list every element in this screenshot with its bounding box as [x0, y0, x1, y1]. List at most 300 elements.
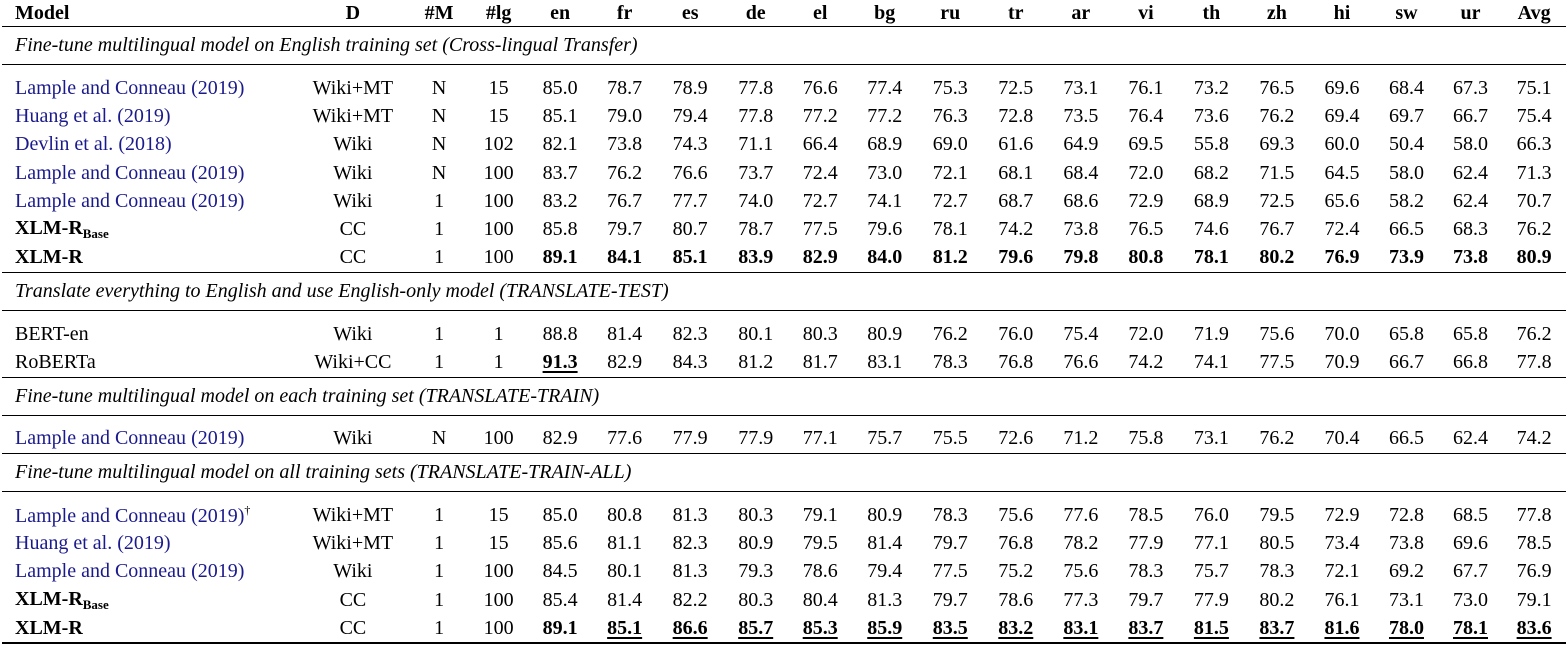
score-cell: [918, 187, 984, 215]
model-name-cell: [2, 425, 296, 454]
score-cell: [1439, 159, 1503, 187]
score-value: 75.8: [1128, 427, 1164, 450]
score-cell: [592, 614, 658, 643]
model-name-cell: [2, 215, 296, 243]
score-value: 70.7: [1516, 189, 1552, 212]
score-cell: [657, 159, 723, 187]
citation-paren-open: (: [186, 189, 198, 212]
score-cell: [852, 131, 918, 159]
score-value: 76.3: [932, 104, 968, 127]
score-cell: [852, 244, 918, 273]
score-cell: [852, 529, 918, 557]
score-cell: [983, 501, 1049, 529]
score-cell: [1374, 131, 1439, 159]
score-cell: [657, 558, 723, 586]
score-cell: [918, 558, 984, 586]
score-cell: [1244, 348, 1310, 377]
model-name-subscript: Base: [82, 226, 109, 242]
citation-paren-close: ): [237, 189, 245, 212]
score-cell: [1049, 187, 1114, 215]
score-cell: [983, 348, 1049, 377]
score-value: 77.9: [1128, 531, 1164, 554]
score-cell: [1310, 74, 1375, 102]
score-value: 79.7: [932, 531, 968, 554]
score-cell: [1439, 348, 1503, 377]
score-value: 66.3: [1516, 133, 1552, 156]
score-cell: [592, 320, 658, 348]
score-value: 75.2: [998, 560, 1034, 583]
score-value: 68.6: [1063, 189, 1099, 212]
score-value: 82.3: [672, 322, 708, 345]
score-value: 72.4: [802, 161, 838, 184]
score-cell: [1179, 529, 1245, 557]
score-cell: [852, 320, 918, 348]
score-cell: [1113, 614, 1179, 643]
score-value: 66.5: [1388, 427, 1424, 450]
score-value: 75.5: [932, 427, 968, 450]
score-value: 71.5: [1259, 161, 1295, 184]
data-cell-lg: 1: [469, 348, 528, 377]
column-header: el: [788, 0, 852, 27]
score-cell: [1374, 586, 1439, 614]
score-cell: [1179, 74, 1245, 102]
score-cell: [592, 348, 658, 377]
score-cell: [1502, 131, 1566, 159]
data-cell-d: Wiki+CC: [296, 348, 409, 377]
score-cell: [918, 501, 984, 529]
score-value: 77.2: [867, 104, 903, 127]
score-cell: [1502, 102, 1566, 130]
score-cell: [723, 320, 789, 348]
score-cell: [1113, 244, 1179, 273]
score-cell: [1244, 614, 1310, 643]
score-value: 73.9: [1388, 246, 1424, 269]
data-cell-m: N: [431, 161, 447, 184]
score-cell: [1179, 215, 1245, 243]
score-value: 72.7: [802, 189, 838, 212]
score-cell: [918, 159, 984, 187]
score-cell: [788, 558, 852, 586]
score-cell: [1310, 159, 1375, 187]
score-cell: [723, 614, 789, 643]
score-value: 76.9: [1516, 560, 1552, 583]
score-cell: [1244, 425, 1310, 454]
score-cell: [983, 425, 1049, 454]
score-value: 72.6: [998, 427, 1034, 450]
score-cell: [1502, 529, 1566, 557]
score-value: 77.8: [1516, 503, 1552, 526]
score-value: 68.3: [1453, 218, 1488, 241]
score-value: 77.7: [672, 189, 708, 212]
score-value: 80.3: [802, 322, 838, 345]
table-row: [2, 320, 1566, 348]
score-value: 80.9: [867, 322, 903, 345]
score-value: 69.7: [1388, 104, 1424, 127]
table-row: [2, 131, 1566, 159]
score-value: 68.1: [998, 161, 1034, 184]
score-value: 77.5: [932, 560, 968, 583]
score-value: 55.8: [1193, 133, 1229, 156]
data-cell-d: CC: [296, 244, 409, 273]
score-value: 68.9: [867, 133, 903, 156]
score-value: 91.3: [542, 351, 578, 374]
score-value: 71.3: [1516, 161, 1552, 184]
table-row: [2, 614, 1566, 643]
data-cell-lg: 102: [483, 133, 514, 156]
citation-paren-close: ): [163, 531, 171, 554]
score-cell: [1113, 558, 1179, 586]
score-cell: [1113, 215, 1179, 243]
model-name-cell: [2, 74, 296, 102]
score-value: 89.1: [542, 246, 578, 269]
score-value: 76.5: [1259, 76, 1295, 99]
score-cell: [528, 558, 592, 586]
score-value: 79.4: [867, 560, 903, 583]
score-cell: [723, 74, 789, 102]
score-value: 80.9: [867, 503, 903, 526]
citation-paren-open: (: [186, 161, 198, 184]
score-cell: [788, 187, 852, 215]
model-name-cell: [2, 320, 296, 348]
spacer-cell: [2, 415, 1566, 425]
score-cell: [852, 348, 918, 377]
score-value: 83.2: [542, 189, 578, 212]
score-value: 75.6: [1259, 322, 1295, 345]
score-value: 72.1: [932, 161, 968, 184]
citation-year: 2019: [123, 104, 164, 127]
citation-paren-close: ): [237, 427, 245, 450]
score-value: 68.9: [1193, 189, 1229, 212]
score-value: 81.6: [1324, 616, 1360, 639]
score-cell: [528, 215, 592, 243]
model-name-cell: [2, 131, 296, 159]
score-value: 81.1: [607, 531, 643, 554]
score-value: 80.1: [607, 560, 643, 583]
score-value: 75.6: [998, 503, 1034, 526]
score-value: 68.7: [998, 189, 1034, 212]
score-cell: [918, 425, 984, 454]
citation-paren-open: (: [113, 133, 125, 156]
score-cell: [723, 102, 789, 130]
score-cell: [918, 102, 984, 130]
citation-year: 2019: [197, 161, 238, 184]
score-cell: [918, 614, 984, 643]
score-cell: [723, 348, 789, 377]
score-cell: [1244, 529, 1310, 557]
score-value: 66.7: [1453, 104, 1488, 127]
score-cell: [1244, 501, 1310, 529]
citation-year: 2019: [123, 531, 164, 554]
score-value: 82.3: [672, 531, 708, 554]
score-value: 79.7: [1128, 588, 1164, 611]
spacer-cell: [2, 65, 1566, 75]
data-cell-m: 1: [434, 218, 445, 241]
score-value: 72.9: [1324, 503, 1360, 526]
citation-year: 2019: [197, 560, 238, 583]
score-cell: [1049, 425, 1114, 454]
score-cell: [1244, 102, 1310, 130]
score-value: 74.2: [1128, 351, 1164, 374]
score-cell: [528, 159, 592, 187]
score-cell: [723, 529, 789, 557]
score-cell: [1502, 501, 1566, 529]
score-value: 79.5: [802, 531, 838, 554]
model-name-cell: [2, 558, 296, 586]
score-cell: [1439, 320, 1503, 348]
score-value: 58.0: [1453, 133, 1488, 156]
column-header: vi: [1113, 0, 1179, 27]
score-cell: [1374, 187, 1439, 215]
score-value: 67.3: [1453, 76, 1488, 99]
score-cell: [788, 102, 852, 130]
score-cell: [1374, 529, 1439, 557]
score-cell: [1049, 529, 1114, 557]
model-name: Lample and Conneau: [15, 76, 187, 99]
data-cell-lg: 100: [483, 218, 514, 241]
score-cell: [788, 614, 852, 643]
table-row: [2, 102, 1566, 130]
score-cell: [852, 586, 918, 614]
score-cell: [592, 529, 658, 557]
column-header: zh: [1244, 0, 1310, 27]
score-cell: [852, 102, 918, 130]
score-value: 76.0: [998, 322, 1034, 345]
score-cell: [1310, 348, 1375, 377]
score-value: 84.5: [542, 560, 578, 583]
score-cell: [983, 159, 1049, 187]
score-value: 83.7: [1259, 616, 1295, 639]
score-cell: [657, 187, 723, 215]
spacer-cell: [2, 311, 1566, 321]
score-cell: [918, 320, 984, 348]
data-cell-m: 1: [434, 588, 445, 611]
score-value: 77.6: [1063, 503, 1099, 526]
header-row: [2, 0, 1566, 27]
score-value: 80.3: [738, 503, 774, 526]
score-value: 80.1: [738, 322, 774, 345]
score-cell: [918, 244, 984, 273]
score-value: 75.3: [932, 76, 968, 99]
section-header-row: [2, 453, 1566, 491]
score-value: 60.0: [1324, 133, 1360, 156]
score-cell: [723, 425, 789, 454]
score-value: 89.1: [542, 616, 578, 639]
score-value: 80.2: [1259, 588, 1295, 611]
score-value: 85.7: [738, 616, 774, 639]
score-cell: [657, 131, 723, 159]
score-value: 69.3: [1259, 133, 1295, 156]
score-value: 76.8: [998, 351, 1034, 374]
score-value: 76.6: [1063, 351, 1099, 374]
score-cell: [983, 558, 1049, 586]
score-value: 65.8: [1388, 322, 1424, 345]
score-cell: [983, 131, 1049, 159]
score-value: 73.1: [1063, 76, 1099, 99]
column-header: bg: [852, 0, 918, 27]
score-value: 76.2: [607, 161, 643, 184]
score-cell: [1310, 320, 1375, 348]
score-cell: [852, 215, 918, 243]
score-cell: [1374, 320, 1439, 348]
data-cell-lg: 100: [469, 425, 528, 454]
model-name-cell: [2, 102, 296, 130]
score-value: 80.8: [1128, 246, 1164, 269]
score-cell: [788, 501, 852, 529]
score-value: 74.2: [1516, 427, 1552, 450]
score-value: 69.5: [1128, 133, 1164, 156]
score-value: 69.6: [1324, 76, 1360, 99]
score-cell: [1502, 159, 1566, 187]
score-cell: [1113, 586, 1179, 614]
score-cell: [983, 74, 1049, 102]
column-header: es: [657, 0, 723, 27]
score-cell: [1374, 74, 1439, 102]
score-cell: [1439, 558, 1503, 586]
score-value: 76.0: [1193, 503, 1229, 526]
score-value: 74.1: [867, 189, 903, 212]
column-header: fr: [592, 0, 658, 27]
score-value: 74.0: [738, 189, 774, 212]
score-cell: [657, 244, 723, 273]
score-value: 78.2: [1063, 531, 1099, 554]
score-cell: [1502, 187, 1566, 215]
score-cell: [528, 614, 592, 643]
data-cell-lg: 1: [493, 322, 504, 345]
score-value: 61.6: [998, 133, 1034, 156]
score-cell: [657, 102, 723, 130]
score-value: 79.7: [607, 218, 643, 241]
score-value: 58.2: [1388, 189, 1424, 212]
score-value: 76.6: [672, 161, 708, 184]
score-value: 83.1: [867, 351, 903, 374]
score-cell: [1374, 614, 1439, 643]
score-value: 69.6: [1453, 531, 1488, 554]
score-value: 76.4: [1128, 104, 1164, 127]
score-value: 78.3: [932, 351, 968, 374]
score-value: 76.7: [607, 189, 643, 212]
score-cell: [983, 187, 1049, 215]
score-cell: [1049, 586, 1114, 614]
score-value: 78.1: [932, 218, 968, 241]
score-cell: [1049, 348, 1114, 377]
model-name: BERT-en: [15, 322, 89, 345]
data-cell-lg: 100: [469, 244, 528, 273]
column-header: de: [723, 0, 789, 27]
score-value: 78.9: [672, 76, 708, 99]
score-value: 76.2: [1259, 427, 1295, 450]
score-cell: [788, 529, 852, 557]
score-cell: [1049, 159, 1114, 187]
score-value: 76.2: [1516, 322, 1552, 345]
data-cell-d: CC: [339, 218, 367, 241]
data-cell-lg: 100: [469, 614, 528, 643]
score-value: 73.0: [867, 161, 903, 184]
score-cell: [592, 586, 658, 614]
score-value: 81.4: [867, 531, 903, 554]
data-cell-m: N: [431, 104, 447, 127]
score-value: 72.7: [932, 189, 968, 212]
citation-paren-close: ): [237, 504, 245, 527]
score-cell: [983, 529, 1049, 557]
table-row: [2, 244, 1566, 273]
score-cell: [1179, 244, 1245, 273]
score-cell: [852, 501, 918, 529]
score-value: 83.7: [542, 161, 578, 184]
score-cell: [592, 187, 658, 215]
score-cell: [1310, 425, 1375, 454]
score-cell: [592, 74, 658, 102]
column-header: #lg: [469, 0, 528, 27]
spacer-row: [2, 65, 1566, 75]
score-value: 85.1: [542, 104, 578, 127]
score-cell: [1179, 320, 1245, 348]
score-value: 79.5: [1259, 503, 1295, 526]
score-value: 76.2: [1516, 218, 1552, 241]
column-header: ur: [1439, 0, 1503, 27]
data-cell-m: 1: [434, 560, 445, 583]
score-value: 79.8: [1063, 246, 1099, 269]
score-value: 83.6: [1516, 616, 1552, 639]
score-cell: [1049, 244, 1114, 273]
data-cell-d: Wiki: [333, 133, 373, 156]
score-cell: [1244, 586, 1310, 614]
score-value: 85.9: [867, 616, 903, 639]
data-cell-d: Wiki: [333, 189, 373, 212]
score-cell: [723, 586, 789, 614]
model-name: XLM-R: [15, 246, 83, 269]
score-cell: [1502, 558, 1566, 586]
score-value: 77.4: [867, 76, 903, 99]
citation-year: 2019: [197, 189, 238, 212]
score-cell: [528, 586, 592, 614]
citation-year: 2019: [197, 504, 238, 527]
score-value: 85.1: [607, 616, 643, 639]
table-row: [2, 529, 1566, 557]
score-value: 86.6: [672, 616, 708, 639]
citation-paren-open: (: [186, 504, 198, 527]
score-value: 77.9: [672, 427, 708, 450]
section-header-row: [2, 27, 1566, 65]
score-cell: [723, 501, 789, 529]
score-cell: [528, 102, 592, 130]
score-cell: [788, 425, 852, 454]
data-cell-lg: 15: [488, 104, 509, 127]
score-value: 78.3: [1259, 560, 1295, 583]
data-cell-lg: 100: [483, 588, 514, 611]
score-cell: [1244, 320, 1310, 348]
data-cell-m: 1: [409, 348, 468, 377]
score-cell: [852, 425, 918, 454]
score-cell: [1374, 215, 1439, 243]
section-title: Translate everything to English and use English-only model (TRANSLATE-TEST): [2, 273, 1566, 311]
data-cell-m: 1: [434, 322, 445, 345]
score-cell: [528, 425, 592, 454]
score-cell: [1179, 586, 1245, 614]
data-cell-d: CC: [296, 614, 409, 643]
score-cell: [1113, 501, 1179, 529]
score-value: 66.8: [1453, 351, 1488, 374]
score-cell: [1113, 74, 1179, 102]
column-header: th: [1179, 0, 1245, 27]
data-cell-d: Wiki: [296, 425, 409, 454]
score-cell: [983, 215, 1049, 243]
score-cell: [1310, 529, 1375, 557]
score-value: 78.0: [1388, 616, 1424, 639]
score-cell: [1502, 425, 1566, 454]
score-cell: [1439, 244, 1503, 273]
model-name: Lample and Conneau: [15, 560, 187, 583]
data-cell-m: 1: [409, 244, 468, 273]
